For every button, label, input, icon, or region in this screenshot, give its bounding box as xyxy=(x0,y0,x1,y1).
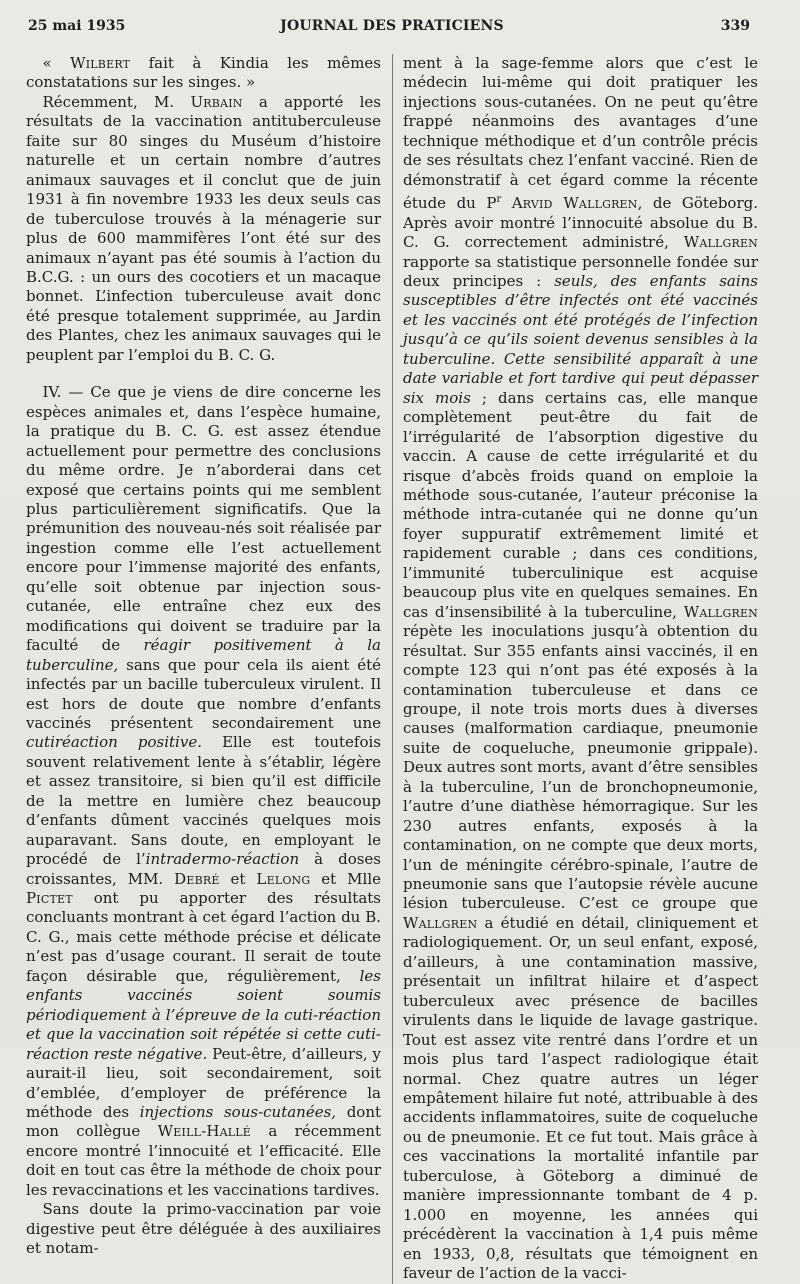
text-run: dont mon collègue xyxy=(26,1103,382,1141)
paragraph-wallgren-study xyxy=(403,54,758,1284)
text-run: fait à Kindia les mêmes constatations sur les singes. » xyxy=(26,54,381,92)
superscript: r xyxy=(496,194,502,206)
text-run: et Mlle xyxy=(310,869,381,888)
text-run: Elle est toutefois souvent relativement lente à s’établir, légère et assez transitoire, si bien qu’il est difficile de la mettre en lumière chez beaucoup d’enfants dûment vaccinés quelques mois auparavant. Sans doute, en employant le procédé de l’ xyxy=(26,733,381,869)
running-header xyxy=(26,14,758,38)
paragraph-primo-vaccination xyxy=(26,1200,381,1258)
italic-text: injections sous-cutanées, xyxy=(139,1103,337,1122)
text-run: à doses croissantes, MM. xyxy=(26,850,382,888)
italic-text: seuls, des enfants sains susceptibles d’être infectés ont été vaccinés et les vaccinés ont été protégés de l’infection jusqu’à ce qu’ils soient devenus sensibles à la tuberculine. Cette sensibilité apparaît à une date variable et fort tardive qui peut dépasser six mois xyxy=(403,271,758,407)
page-number: 339 xyxy=(720,18,750,34)
author-name: Arvid Wallgren xyxy=(511,194,638,213)
text-run: rapporte sa statistique personnelle fondée sur deux principes : xyxy=(403,252,758,290)
text-run: sans que pour cela ils aient été infectés par un bacille tuberculeux virulent. Il est hors de doute que nombre d’enfants vaccinés présentent secondairement une xyxy=(26,655,381,732)
right-column xyxy=(403,54,758,1284)
paragraph-quote-wilbert xyxy=(26,54,381,93)
text-run: Peut-être, d’ailleurs, y aurait-il lieu, soit secondairement, soit d’emblée, d’employer de préférence la méthode des xyxy=(26,1044,381,1122)
text-run: Récemment, M. xyxy=(42,92,191,111)
author-name: Wallgren xyxy=(403,913,478,932)
text-run: répète les inoculations jusqu’à obtention du résultat. Sur 355 enfants ainsi vaccinés, il en compte 123 qui n’ont pas été exposés à la contamination tuberculeuse et dans ce groupe, il note trois morts dues à diverses causes (malformation cardiaque, pneumonie suite de coqueluche, pneumonie grippale). Deux autres sont morts, avant d’être sensibles à la tuberculine, l’un de bronchopneumonie, l’autre d’une diathèse hémorragique. Sur les 230 autres enfants, exposés à la contamination, on ne compte que deux morts, l’un de méningite cérébro-spinale, l’autre de pneumonie sans que l’autopsie révèle aucune lésion tuberculeuse. C’est ce groupe que xyxy=(403,622,758,913)
text-run: « xyxy=(42,54,71,72)
author-name: Pictet xyxy=(26,889,73,908)
author-name: Wallgren xyxy=(683,233,758,252)
text-run: , de Göteborg. Après avoir montré l’innocuité absolue du B. C. G. correctement administré, xyxy=(403,194,759,252)
author-name: Weill-Hallé xyxy=(157,1122,252,1141)
author-name: Lelong xyxy=(256,869,311,888)
issue-date: 25 mai 1935 xyxy=(28,18,126,34)
text-run: a étudié en détail, cliniquement et radiologiquement. Or, un seul enfant, exposé, d’ailleurs, à une contamination massive, présentait un infiltrat hilaire et d’aspect tuberculeux avec présence de bacilles virulents dans le liquide de lavage gastrique. Tout est assez vite rentré dans l’ordre et un mois plus tard l’aspect radiologique était normal. Chez quatre autres un léger empâtement hilaire fut noté, attribuable à des accidents inflammatoires, suite de coqueluche ou de pneumonie. Et ce fut tout. Mais grâce à ces vaccinations la mortalité infantile par tuberculose, à Göteborg a diminué de manière impressionnante tombant de 4 p. 1.000 en moyenne, les années qui précédèrent la vaccination à 1,4 puis même en 1933, 0,8, résultats que témoignent en faveur de l’action de la vacci- xyxy=(403,913,758,1283)
italic-text: intradermo-réaction xyxy=(145,850,300,869)
text-run: a récemment encore montré l’innocuité et l’efficacité. Elle doit en tout cas être la méthode de choix pour les revaccinations et les vaccinations tardives. xyxy=(26,1122,381,1199)
italic-text: cutiréaction positive. xyxy=(26,733,202,752)
text-run: et xyxy=(219,869,257,888)
italic-text: réagir positivement à la tuberculine, xyxy=(26,636,382,674)
text-run: IV. — Ce que je viens de dire concerne les espèces animales et, dans l’espèce humaine, la pratique du B. C. G. est assez étendue actuellement pour permettre des conclusions du même ordre. Je n’aborderai dans cet exposé que certains points qui me semblent plus particulièrement significatifs. Que la prémunition des nouveau-nés soit réalisée par ingestion comme elle l’est actuellement encore pour l’immense majorité des enfants, qu’elle soit obtenue par injection sous-cutanée, elle entraîne chez eux des modifications qui doivent se traduire par la faculté de xyxy=(26,383,381,655)
journal-title: JOURNAL DES PRATICIENS xyxy=(280,18,504,34)
italic-text: les enfants vaccinés soient soumis périodiquement à l’épreuve de la cuti-réaction et que la vaccination soit répétée si cette cuti-réaction reste négative. xyxy=(26,966,381,1063)
text-run: ; dans certains cas, elle manque complètement peut-être du fait de l’irrégularité de l’absorption digestive du vaccin. A cause de cette irrégularité et du risque d’abcès froids quand on emploie la méthode sous-cutanée, l’auteur préconise la méthode intra-cutanée qui ne donne qu’un foyer suppuratif extrêmement limité et rapidement curable ; dans ces conditions, l’immunité tuberculinique est acquise beaucoup plus vite en quelques semaines. En cas d’insensibilité à la tuberculine, xyxy=(403,388,758,621)
author-name: Debré xyxy=(174,869,220,888)
text-run: a apporté les résultats de la vaccination antituberculeuse faite sur 80 singes du Muséum d’histoire naturelle et un certain nombre d’autres animaux sauvages et il conclut que de juin 1931 à fin novembre 1933 les deux seuls cas de tuberculose trouvés à la ménagerie sur plus de 600 mammifères l’ont été sur des animaux n’ayant pas été soumis à l’action du B.C.G. : un ours des cocotiers et un macaque bonnet. L’infection tuberculeuse avait donc été presque totalement supprimée, au Jardin des Plantes, chez les animaux sauvages qui le peuplent par l’emploi du B. C. G. xyxy=(26,92,381,364)
left-column xyxy=(26,54,381,1284)
paragraph-section-iv xyxy=(26,383,381,1200)
author-name: Wallgren xyxy=(683,602,758,621)
text-run: ont pu apporter des résultats concluants montrant à cet égard l’action du B. C. G., mais cette méthode précise et délicate n’est pas d’usage courant. Il serait de toute façon désirable que, régulièrement, xyxy=(26,889,381,985)
text-run: ment à la sage-femme alors que c’est le médecin lui-même qui doit pratiquer les injections sous-cutanées. On ne peut qu’être frappé néanmoins des avantages d’une technique méthodique et d’un contrôle précis de ses résultats chez l’enfant vacciné. Rien de démonstratif à cet égard comme la récente étude du P xyxy=(403,54,758,213)
author-name: Urbain xyxy=(190,92,243,111)
author-name: Wilbert xyxy=(70,54,131,72)
paragraph-urbain xyxy=(26,93,381,365)
column-divider xyxy=(392,54,393,1284)
two-column-body xyxy=(26,54,758,1284)
text-run: Sans doute la primo-vaccination par voie digestive peut être déléguée à des auxiliaires et notam- xyxy=(26,1200,381,1258)
